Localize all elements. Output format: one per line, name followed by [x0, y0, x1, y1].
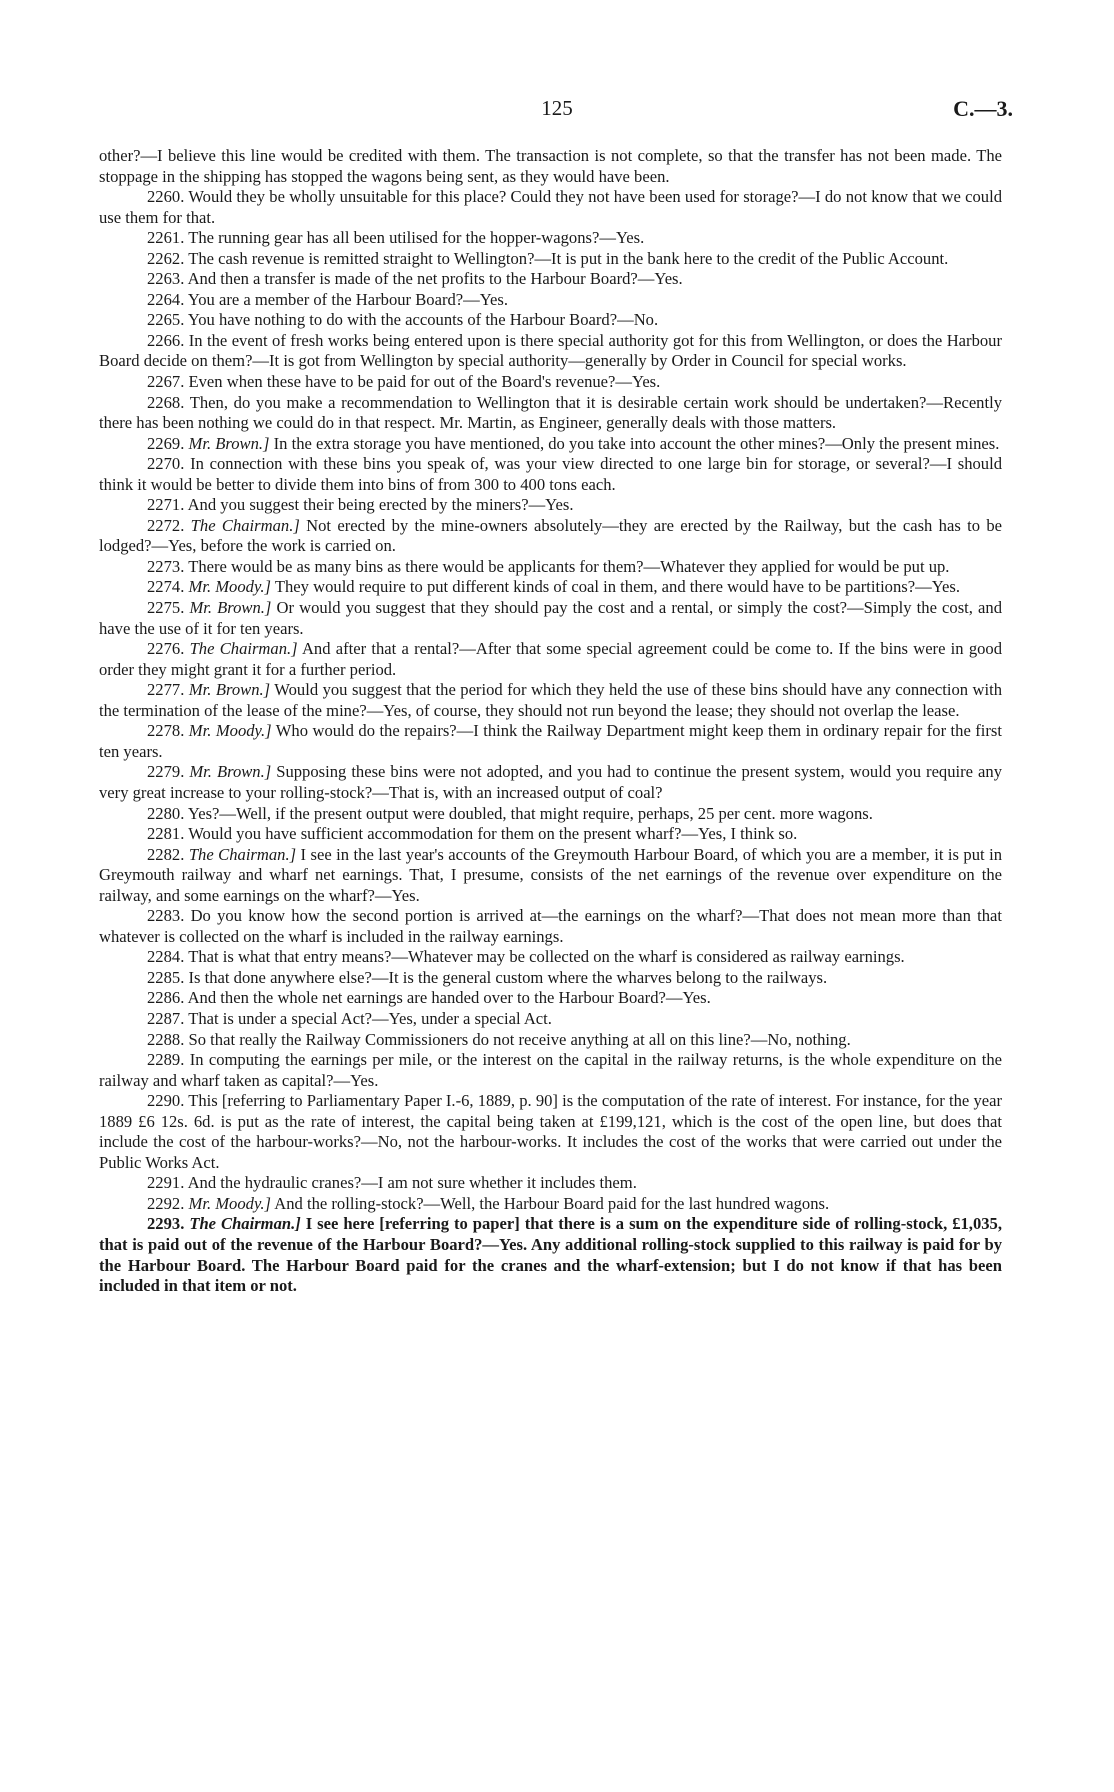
- question-paragraph: [99, 1173, 1002, 1194]
- question-text: In the event of fresh works being entered upon is there special authority got for this from Wellington, or does the Harbour Board decide on them?—It is got from Wellington by special authority—generally by Order in Council for special works.: [99, 330, 1002, 371]
- question-text: In computing the earnings per mile, or the interest on the capital in the railway returns, is the whole expenditure on the railway and wharf taken as capital?—Yes.: [99, 1050, 1002, 1090]
- question-text: Supposing these bins were not adopted, and you had to continue the present system, would you require any very great increase to your rolling-stock?—That is, with an increased output of coal?: [99, 762, 1002, 802]
- speaker-name: Mr. Brown.]: [189, 598, 272, 618]
- question-number: 2266.: [147, 330, 185, 350]
- question-paragraph: [99, 557, 1002, 578]
- question-number: 2272.: [147, 515, 185, 535]
- question-paragraph: [99, 495, 1002, 516]
- question-paragraph: [99, 639, 1002, 680]
- question-text: The running gear has all been utilised for the hopper-wagons?—Yes.: [188, 228, 645, 248]
- question-text: This [referring to Parliamentary Paper I.-6, 1889, p. 90] is the computation of the rate of interest. For instance, for the year 1889 £6 12s. 6d. is put as the rate of interest, the capital being taken at £199,121, which is the cost of the open line, but does that include the cost of the harbour-works?—No, not the harbour-works. It includes the cost of the works that were carried out under the Public Works Act.: [99, 1091, 1002, 1172]
- question-number: 2292.: [147, 1193, 185, 1213]
- question-number: 2277.: [147, 680, 185, 700]
- question-paragraph: [99, 824, 1002, 845]
- question-number: 2291.: [147, 1173, 185, 1193]
- question-text: Do you know how the second portion is arrived at—the earnings on the wharf?—That does not mean more than that whatever is collected on the wharf is included in the railway earnings.: [99, 906, 1002, 946]
- question-paragraph: [99, 968, 1002, 989]
- question-number: 2287.: [147, 1008, 185, 1028]
- question-paragraph: [99, 372, 1002, 393]
- question-text: other?—I believe this line would be credited with them. The transaction is not complete, so that the transfer has not been made. The stoppage in the shipping has stopped the wagons being sent, as they would have been.: [99, 146, 1002, 186]
- question-text: Or would you suggest that they should pay the cost and a rental, or simply the cost?—Simply the cost, and have the use of it for ten years.: [99, 598, 1002, 638]
- question-text: Is that done anywhere else?—It is the general custom where the wharves belong to the railways.: [188, 967, 828, 987]
- question-paragraph: [99, 1050, 1002, 1091]
- question-text: Would they be wholly unsuitable for this place? Could they not have been used for storage?—I do not know that we could use them for that.: [99, 187, 1002, 227]
- question-paragraph: [99, 947, 1002, 968]
- question-paragraph: [99, 269, 1002, 290]
- question-number: 2275.: [147, 598, 185, 618]
- question-paragraph: [99, 1030, 1002, 1051]
- question-text: And you suggest their being erected by the miners?—Yes.: [187, 495, 574, 515]
- question-text: Yes?—Well, if the present output were doubled, that might require, perhaps, 25 per cent. more wagons.: [187, 803, 873, 823]
- question-text: Who would do the repairs?—I think the Railway Department might keep them in ordinary repair for the first ten years.: [99, 721, 1002, 761]
- question-text: And then the whole net earnings are handed over to the Harbour Board?—Yes.: [187, 988, 711, 1008]
- question-paragraph: [99, 721, 1002, 762]
- question-text: In connection with these bins you speak of, was your view directed to one large bin for storage, or several?—I should think it would be better to divide them into bins of from 300 to 400 tons each.: [99, 454, 1002, 494]
- question-text: They would require to put different kinds of coal in them, and there would have to be partitions?—Yes.: [274, 577, 960, 597]
- question-number: 2269.: [147, 433, 185, 453]
- question-number: 2279.: [147, 762, 185, 782]
- question-text: I see in the last year's accounts of the Greymouth Harbour Board, of which you are a member, it is put in Greymouth railway and wharf net earnings. That, I presume, consists of the net earnings of the revenue over expenditure on the railway, and some earnings on the wharf?—Yes.: [99, 844, 1002, 905]
- question-number: 2273.: [147, 556, 185, 576]
- speaker-name: Mr. Moody.]: [188, 721, 272, 741]
- question-number: 2281.: [147, 824, 185, 844]
- question-paragraph: [99, 434, 1002, 455]
- question-text: That is under a special Act?—Yes, under a special Act.: [188, 1008, 552, 1028]
- question-text: Even when these have to be paid for out of the Board's revenue?—Yes.: [188, 372, 661, 392]
- question-paragraph: [99, 906, 1002, 947]
- question-paragraph: [99, 393, 1002, 434]
- question-text: You are a member of the Harbour Board?—Yes.: [187, 289, 509, 309]
- question-number: 2280.: [147, 803, 185, 823]
- speaker-name: The Chairman.]: [189, 1214, 301, 1234]
- question-number: 2283.: [147, 906, 185, 926]
- question-paragraph: [99, 310, 1002, 331]
- question-number: 2270.: [147, 454, 185, 474]
- question-paragraph: [99, 680, 1002, 721]
- speaker-name: Mr. Moody.]: [188, 577, 272, 597]
- speaker-name: Mr. Brown.]: [188, 680, 271, 700]
- question-paragraph: [99, 988, 1002, 1009]
- question-number: 2293.: [147, 1214, 185, 1234]
- question-paragraph: [99, 762, 1002, 803]
- page-number: 125: [541, 96, 573, 120]
- question-paragraph: [99, 598, 1002, 639]
- question-text: So that really the Railway Commissioners do not receive anything at all on this line?—No, nothing.: [188, 1029, 851, 1049]
- question-paragraph: [99, 187, 1002, 228]
- question-paragraph: [99, 1009, 1002, 1030]
- question-number: 2265.: [147, 310, 185, 330]
- question-number: 2261.: [147, 228, 185, 248]
- question-text: Would you suggest that the period for which they held the use of these bins should have any connection with the termination of the lease of the mine?—Yes, of course, they should not run beyond the lease; they should not overlap the lease.: [99, 680, 1002, 720]
- question-number: 2289.: [147, 1050, 185, 1070]
- question-number: 2271.: [147, 495, 185, 515]
- speaker-name: The Chairman.]: [190, 515, 300, 535]
- question-paragraph: [99, 290, 1002, 311]
- question-paragraph: [99, 331, 1002, 372]
- question-paragraph: [99, 1214, 1002, 1296]
- question-number: 2288.: [147, 1029, 185, 1049]
- question-text: And after that a rental?—After that some special agreement could be come to. If the bins were in good order they might grant it for a further period.: [99, 639, 1003, 679]
- question-paragraph: [99, 454, 1002, 495]
- question-number: 2286.: [147, 988, 185, 1008]
- question-paragraph: [99, 804, 1002, 825]
- question-paragraph: [99, 1194, 1002, 1215]
- question-number: 2282.: [147, 844, 185, 864]
- question-text: Would you have sufficient accommodation for them on the present wharf?—Yes, I think so.: [188, 824, 798, 844]
- question-number: 2274.: [147, 577, 185, 597]
- question-number: 2260.: [147, 187, 185, 207]
- transcript-body: [99, 146, 1002, 1297]
- question-paragraph: [99, 146, 1002, 187]
- question-paragraph: [99, 845, 1002, 907]
- question-paragraph: [99, 1091, 1002, 1173]
- question-text: That is what that entry means?—Whatever may be collected on the wharf is considered as railway earnings.: [188, 947, 905, 967]
- question-text: And then a transfer is made of the net profits to the Harbour Board?—Yes.: [187, 269, 683, 289]
- question-text: You have nothing to do with the accounts of the Harbour Board?—No.: [187, 310, 659, 330]
- question-text: The cash revenue is remitted straight to Wellington?—It is put in the bank here to the credit of the Public Account.: [188, 248, 949, 268]
- question-paragraph: [99, 249, 1002, 270]
- question-number: 2278.: [147, 721, 185, 741]
- question-number: 2285.: [147, 967, 185, 987]
- question-paragraph: [99, 516, 1002, 557]
- question-number: 2276.: [147, 639, 185, 659]
- question-text: There would be as many bins as there would be applicants for them?—Whatever they applied for would be put up.: [188, 556, 950, 576]
- question-number: 2290.: [147, 1091, 185, 1111]
- speaker-name: The Chairman.]: [188, 844, 297, 864]
- question-number: 2284.: [147, 947, 185, 967]
- speaker-name: Mr. Brown.]: [188, 433, 270, 453]
- question-number: 2262.: [147, 248, 185, 268]
- speaker-name: The Chairman.]: [189, 639, 298, 659]
- question-paragraph: [99, 228, 1002, 249]
- document-reference: C.—3.: [953, 96, 1013, 121]
- question-text: And the rolling-stock?—Well, the Harbour Board paid for the last hundred wagons.: [274, 1193, 830, 1213]
- speaker-name: Mr. Moody.]: [188, 1193, 272, 1213]
- question-text: I see here [referring to paper] that there is a sum on the expenditure side of rolling-stock, £1,035, that is paid out of the revenue of the Harbour Board?—Yes. Any additional rolling-stock supplied to this railway is paid for by the Harbour Board. The Harbour Board paid for the cranes and the wharf-extension; but I do not know if that has been included in that item or not.: [99, 1214, 1002, 1296]
- question-number: 2263.: [147, 269, 185, 289]
- question-number: 2267.: [147, 372, 185, 392]
- question-text: Not erected by the mine-owners absolutely—they are erected by the Railway, but the cash has to be lodged?—Yes, before the work is carried on.: [99, 515, 1003, 556]
- speaker-name: Mr. Brown.]: [189, 762, 272, 782]
- question-number: 2264.: [147, 289, 185, 309]
- question-paragraph: [99, 577, 1002, 598]
- question-text: In the extra storage you have mentioned, do you take into account the other mines?—Only the present mines.: [273, 433, 1000, 453]
- question-number: 2268.: [147, 392, 185, 412]
- question-text: And the hydraulic cranes?—I am not sure whether it includes them.: [187, 1173, 637, 1193]
- question-text: Then, do you make a recommendation to Wellington that it is desirable certain work should be undertaken?—Recently there has been nothing we could do in that respect. Mr. Martin, as Engineer, generally deals with those matters.: [99, 392, 1002, 433]
